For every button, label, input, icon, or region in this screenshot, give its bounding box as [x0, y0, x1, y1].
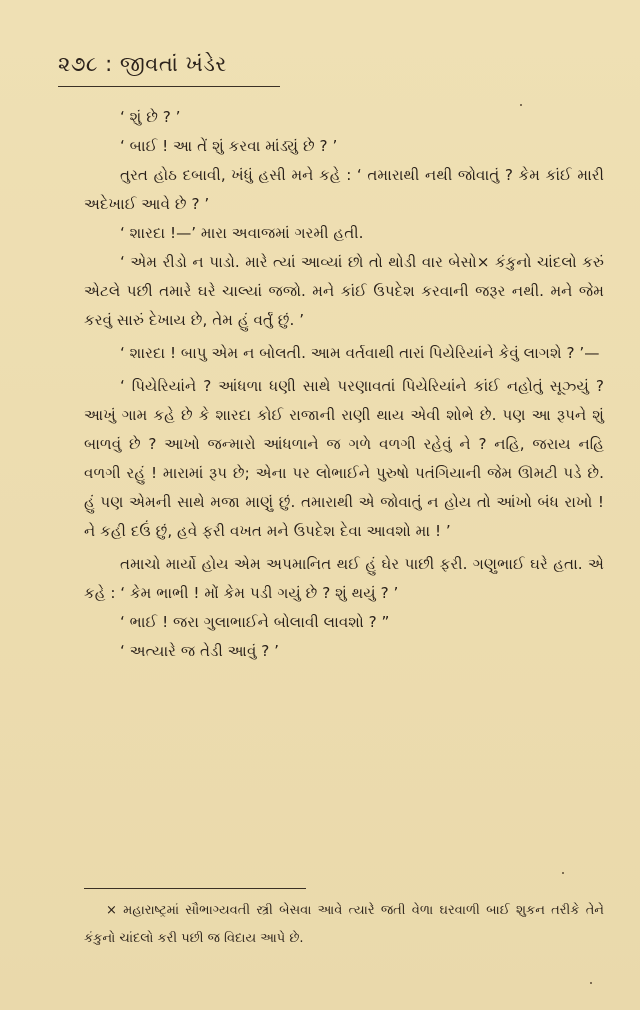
paragraph-1: ‘ શું છે ? ’: [120, 108, 181, 126]
paper-speck: [590, 982, 592, 984]
header-divider: [58, 86, 280, 87]
paragraph-3: તુરત હોઠ દબાવી, ખંધું હસી મને કહે : ‘ તમારાથી નથી જોવાતું ? કેમ કાંઈ મારી અદેખાઈ આવે છે ? ’: [84, 166, 604, 213]
paragraph-8: તમાચો માર્યો હોય એમ અપમાનિત થઈ હું ઘેર પાછી ફરી. ગણુભાઈ ઘરે હતા. એ કહે : ‘ કેમ ભાભી ! મોં કેમ પડી ગયું છે ? શું થયું ? ’: [84, 555, 604, 602]
paragraph-7: ‘ પિયેરિયાંને ? આંધળા ધણી સાથે પરણાવતાં પિયેરિયાંને કાંઈ નહોતું સૂઝ્યું ? આખું ગામ કહે છે કે શારદા કોઈ રાજાની રાણી થાય એવી શોભે છે. પણ આ રૂપને શું બાળવું છે ? આખો જન્મારો આંધળાને જ ગળે વળગી રહેવું ને ? નહિ, જરાય નહિ વળગી રહું ! મારામાં રૂપ છે; એના પર લોભાઈને પુરુષો પતંગિયાની જેમ ઊમટી પડે છે. હું પણ એમની સાથે મજા માણું છું. તમારાથી એ જોવાતું ન હોય તો આંખો બંધ રાખો ! ને કહી દઉં છું, હવે ફરી વખત મને ઉપદેશ દેવા આવશો મા ! ’: [84, 377, 604, 540]
footnote-divider: [84, 888, 306, 889]
paragraph-10: ‘ અત્યારે જ તેડી આવું ? ’: [120, 642, 279, 660]
footnote: × મહારાષ્ટ્રમાં સૌભાગ્યવતી સ્ત્રી બેસવા આવે ત્યારે જતી વેળા ઘરવાળી બાઈ શુકન તરીકે તેને કંકુનો ચાંદલો કરી પછી જ વિદાય આપે છે.: [84, 903, 604, 946]
paper-speck: [520, 104, 522, 106]
paper-speck: [562, 872, 564, 874]
paragraph-6: ‘ શારદા ! બાપુ એમ ન બોલતી. આમ વર્તવાથી તારાં પિયેરિયાંને કેવું લાગશે ? ’—: [120, 344, 600, 362]
paragraph-2: ‘ બાઈ ! આ તેં શું કરવા માંડ્યું છે ? ’: [120, 137, 338, 155]
paragraph-5: ‘ એમ રીડો ન પાડો. મારે ત્યાં આવ્યાં છો તો થોડી વાર બેસો× કંકુનો ચાંદલો કરું એટલે પછી તમારે ઘરે ચાલ્યાં જજો. મને કાંઈ ઉપદેશ કરવાની જરૂર નથી. મને જેમ કરવું સારું દેખાય છે, તેમ હું વર્તું છું. ’: [84, 253, 604, 329]
body-text: [84, 103, 604, 666]
paragraph-4: ‘ શારદા !—’ મારા અવાજમાં ગરમી હતી.: [120, 224, 364, 242]
running-header: ૨૭૮ : જીવતાં ખંડેર: [58, 52, 227, 76]
paragraph-9: ‘ ભાઈ ! જરા ગુલાભાઈને બોલાવી લાવશો ? ”: [120, 613, 390, 631]
